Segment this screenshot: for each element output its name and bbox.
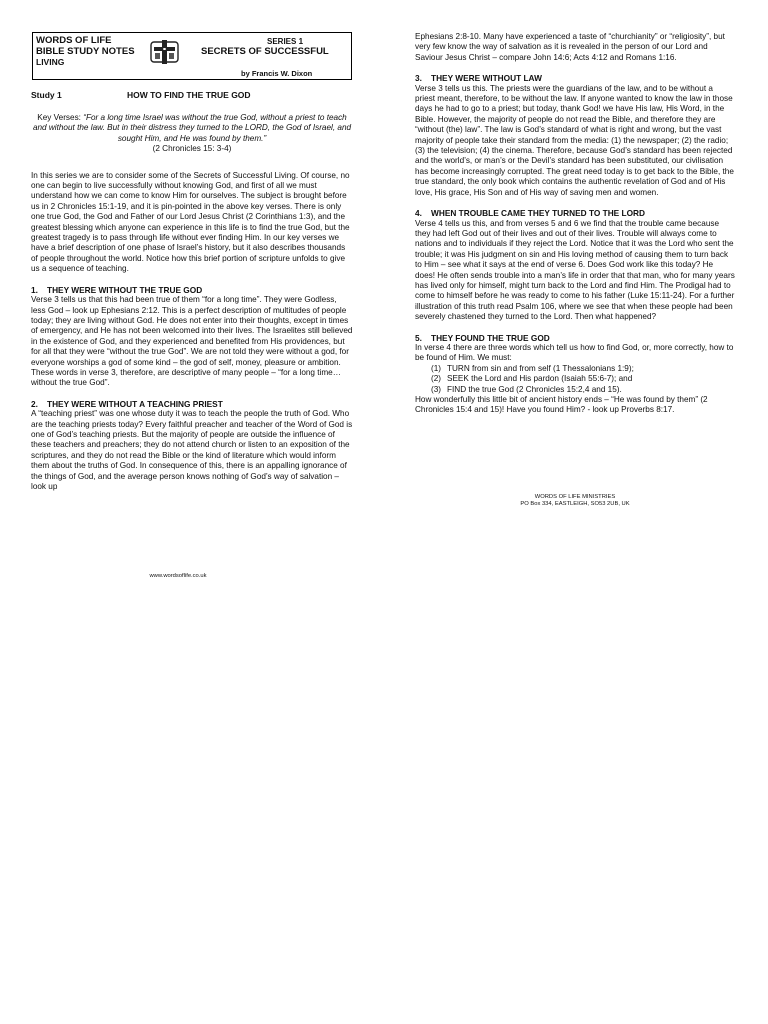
ministry-footer	[470, 494, 680, 508]
section-number: 5.	[415, 332, 422, 343]
section-number: 1.	[31, 284, 38, 295]
list-item-text: FIND the true God (2 Chronicles 15:2,4 and 15).	[447, 384, 622, 394]
series-header	[32, 32, 352, 80]
section-body: Verse 3 tells us that this had been true of them “for a long time”. They were Godless, less God – look up Ephesians 2:12. This is a perfect description of multitudes of people today; they are living without God. He does not enter into their thoughts, except in times of emergency, and He has not been welcomed into their lives. The Israelites still believed in the existence of God, and they experienced and benefited from His providences, but for all that they were “without the true God”. We are not told they were without a god, for everyone worships a god of some kind – the god of self, money, pleasure or ambition. These words in verse 3, therefore, are descriptive of many people – “for a long time…without the true God”.	[31, 295, 353, 388]
section-number: 4.	[415, 208, 422, 219]
series-title: SECRETS OF SUCCESSFUL	[201, 46, 329, 57]
key-verses	[31, 113, 353, 155]
key-verses-label: Key Verses:	[37, 113, 81, 122]
steps-list	[415, 364, 735, 395]
intro-paragraph: In this series we are to consider some of the Secrets of Successful Living. Of course, no one can begin to live successfully without knowing God, and first of all we must understand how we can come to know Him for ourselves. The subject is brought before us in 2 Chronicles 15:1-19, and it is pin-pointed in the above key verses. There is only one true God, the God and Father of our Lord Jesus Christ (2 Corinthians 1:3), and the greatest blessing which anyone can experience in this life is to find the true God, but the greatest tragedy is to pass through life without ever finding Him. In our key verses we have a brief description of one phase of Israel’s history, but it also describes thousands of people throughout the world. Notice how this brief portion of scripture unfolds to give us a sequence of teaching.	[31, 170, 350, 274]
cross-logo-icon	[150, 39, 180, 65]
section-number: 3.	[415, 73, 422, 84]
section-title: THEY WERE WITHOUT THE TRUE GOD	[47, 284, 203, 295]
section-heading	[31, 399, 353, 409]
section-heading	[415, 208, 735, 218]
list-item	[415, 385, 735, 395]
list-item-number: (1)	[431, 363, 442, 373]
continuation-paragraph: Ephesians 2:8-10. Many have experienced a taste of “churchianity” or “religiosity”, but very few know the way of salvation as it is revealed in the person of our Lord and Saviour Jesus Christ – compare John 14:6; Acts 4:12 and Romans 1:16.	[415, 32, 725, 62]
author: by Francis W. Dixon	[241, 69, 313, 78]
study-heading	[31, 90, 353, 102]
study-title: HOW TO FIND THE TRUE GOD	[127, 90, 251, 100]
publisher-name: WORDS OF LIFE	[36, 35, 112, 46]
key-verses-quote: “For a long time Israel was without the true God, without a priest to teach and without the law. But in their distress they turned to the LORD, the God of Israel, and sought Him, and He was found by them.”	[32, 113, 352, 143]
ministry-address: PO Box 334, EASTLEIGH, SO53 2UB, UK	[520, 501, 630, 507]
section-number: 2.	[31, 398, 38, 409]
section-heading	[31, 285, 353, 295]
section-title: THEY FOUND THE TRUE GOD	[431, 332, 550, 343]
series-title-end: LIVING	[36, 57, 65, 67]
section-heading	[415, 73, 735, 83]
list-item-text: SEEK the Lord and His pardon (Isaiah 55:6-7); and	[447, 374, 633, 384]
list-item	[415, 374, 735, 384]
section-body: A “teaching priest” was one whose duty it was to teach the people the truth of God. Who are the teaching priests today? Every faithful preacher and teacher of the Word of God is one of God’s teaching priests. But the majority of people are outside the influence of these teachers and preachers; they do not attend church or listen to an exposition of the scriptures, and they do not read the Bible or the kind of literature which would inform them about the truths of God. In consequence of this, there is an appalling ignorance of the things of God, and the average person knows nothing of God’s way of salvation – look up	[31, 409, 353, 491]
closing-paragraph: How wonderfully this little bit of ancient history ends – “He was found by them” (2 Chronicles 15:4 and 15)! Have you found Him? - look up Proverbs 8:17.	[415, 395, 708, 415]
section-body: In verse 4 there are three words which tell us how to find God, or, more correctly, how to be found of Him. We must:	[415, 342, 734, 363]
list-item-text: TURN from sin and from self (1 Thessalonians 1:9);	[447, 363, 634, 373]
publication-name: BIBLE STUDY NOTES	[36, 46, 135, 57]
left-column	[31, 90, 353, 492]
right-column	[415, 32, 735, 416]
ministry-name: WORDS OF LIFE MINISTRIES	[534, 494, 616, 500]
section-title: THEY WERE WITHOUT A TEACHING PRIEST	[47, 398, 223, 409]
section-title: WHEN TROUBLE CAME THEY TURNED TO THE LORD	[431, 208, 646, 219]
key-verses-reference: (2 Chronicles 15: 3-4)	[152, 144, 232, 154]
list-item-number: (3)	[431, 384, 442, 394]
section-body: Verse 4 tells us this, and from verses 5 and 6 we find that the trouble came because they had left God out of their lives and out of their lives. Trouble will always come to nations and to individuals if they reject the Lord. Notice that it was the Lord who sent the trouble; it was His judgment on sin and His loving method of causing them to turn back to Him – see what it says at the end of verse 6. Does God work like this today? He does! He often sends trouble into a man’s life in order that that man, who for many years has lived only for himself, might turn back to the Lord and find Him. The Prodigal had to come to himself before he was ready to come to his father (Luke 15:11-24). For a further illustration of this truth read Psalm 106, where we see that when these people had been severely chastened they turned to the Lord. Then what happened?	[415, 218, 735, 322]
section-body: Verse 3 tells us this. The priests were the guardians of the law, and to be without a priest meant, therefore, to be without the law. If anyone wanted to know the law in those days he had to go to a priest; but today, thank God! we have His law, His Word, in the Bible. However, the majority of people do not read the Bible, and therefore they are “without (the) law”. The law is God’s standard of what is right and wrong, but the vast majority of people take their standard from the media: (1) the newspaper; (2) the radio; (3) the television; (4) the cinema. Therefore, because God’s standard has been rejected and the world’s, or man’s or the Devil’s standard has been substituted, our civilisation has become increasingly corrupted. The great need today is to get back to the Bible, the true standard, the only book which contains the authentic revelation of God and of His love, His grace, His Son and of His way of saving men and women.	[415, 83, 734, 197]
list-item-number: (2)	[431, 374, 442, 384]
section-heading	[415, 333, 735, 343]
series-number: SERIES 1	[267, 37, 304, 46]
list-item	[415, 364, 735, 374]
section-title: THEY WERE WITHOUT LAW	[431, 73, 542, 84]
study-number: Study 1	[31, 90, 62, 100]
website-link[interactable]: www.wordsoflife.co.uk	[149, 573, 207, 579]
